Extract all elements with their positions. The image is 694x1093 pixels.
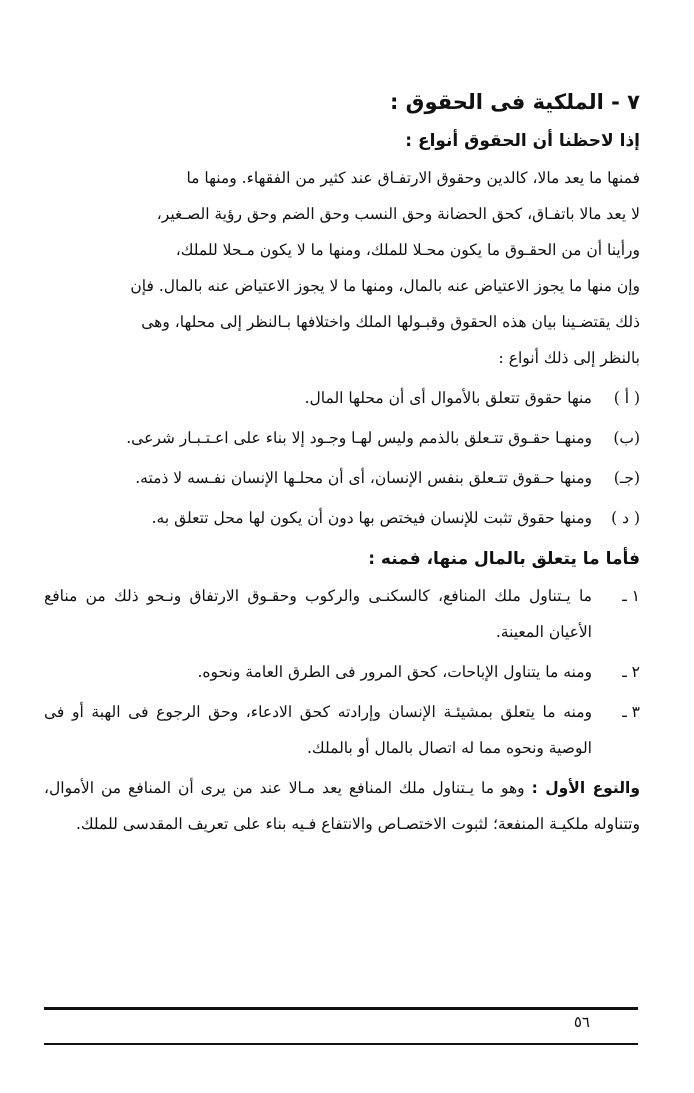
list-item [44,460,640,496]
list-item [44,654,640,690]
first-type-text: وهو ما يـتناول ملك المنافع يعد مـالا عند من يرى أن المنافع من الأموال، وتتناوله ملكيـة المنفعة؛ لثبوت الاختصـاص والانتفاع فـيه بناء على تعريف المقدسى للملك. [44,779,640,833]
section-number: ٧ [627,90,640,114]
list-text: ومنه ما يتعلق بمشيئـة الإنسان وإرادته كحق الادعاء، وحق الرجوع فى الهبة أو فى الوصية ونحوه مما له اتصال بالمال أو بالملك. [44,703,592,757]
list-marker: ١ ـ [622,587,640,605]
money-list [44,578,640,766]
list-text: ومنها حـقوق تتـعلق بنفس الإنسان، أى أن محلـها الإنسان نفـسه لا ذمته. [135,469,592,487]
intro-line: بالنظر إلى ذلك أنواع : [498,349,640,367]
list-item [44,694,640,766]
page-number: ٥٦ [573,1013,590,1031]
intro-paragraph [44,160,640,376]
list-text: منها حقوق تتعلق بالأموال أى أن محلها المال. [304,389,592,407]
types-list [44,380,640,536]
intro-line: ورأينا أن من الحقـوق ما يكون محـلا للملك، ومنها ما لا يكون مـحلا للملك، [175,241,640,259]
list-text: ومنهـا حقـوق تتـعلق بالذمم وليس لهـا وجـود إلا بناء على اعـتـبـار شرعى. [126,429,592,447]
intro-heading: إذا لاحظنا أن الحقوق أنواع : [405,131,640,151]
list-marker: (جـ) [613,469,640,487]
intro-line: فمنها ما يعد مالا، كالدين وحقوق الارتفـاق عند كثير من الفقهاء. ومنها ما [186,169,640,187]
footer-rule-thick [44,1007,638,1010]
list-text: ومنها حقوق تثبت للإنسان فيختص بها دون أن يكون لها محل تتعلق به. [151,509,592,527]
list-text: ما يـتناول ملك المنافع، كالسكنـى والركوب وحقـوق الارتفاق ونـحو ذلك من منافع الأعيان المعينة. [44,587,592,641]
list-item [44,578,640,650]
footer-rule-thin [44,1043,638,1045]
section-title: الملكية فى الحقوق : [389,90,604,114]
list-marker: ( أ ) [613,389,640,407]
list-marker: ٣ ـ [622,703,640,721]
list-item [44,380,640,416]
list-text: ومنه ما يتناول الإباحات، كحق المرور فى الطرق العامة ونحوه. [197,663,592,681]
list-marker: (ب) [613,429,640,447]
intro-line: وإن منها ما يجوز الاعتياض عنه بالمال، ومنها ما لا يجوز الاعتياض عنه بالمال. فإن [130,277,640,295]
intro-line: لا يعد مالا باتفـاق، كحق الحضانة وحق النسب وحق الضم وحق رؤية الصـغير، [156,205,640,223]
section-heading [44,82,640,122]
page-body [44,82,640,842]
list-item [44,500,640,536]
list-marker: ( د ) [611,509,640,527]
list-marker: ٢ ـ [622,663,640,681]
money-heading: فأما ما يتعلق بالمال منها، فمنه : [368,549,640,569]
section-dash: - [611,90,620,114]
list-item [44,420,640,456]
intro-line: ذلك يقتضـينا بيان هذه الحقوق وقبـولها الملك واختلافها بـالنظر إلى محلها، وهى [141,313,640,331]
first-type-paragraph [44,770,640,842]
first-type-lead: والنوع الأول : [531,779,640,797]
